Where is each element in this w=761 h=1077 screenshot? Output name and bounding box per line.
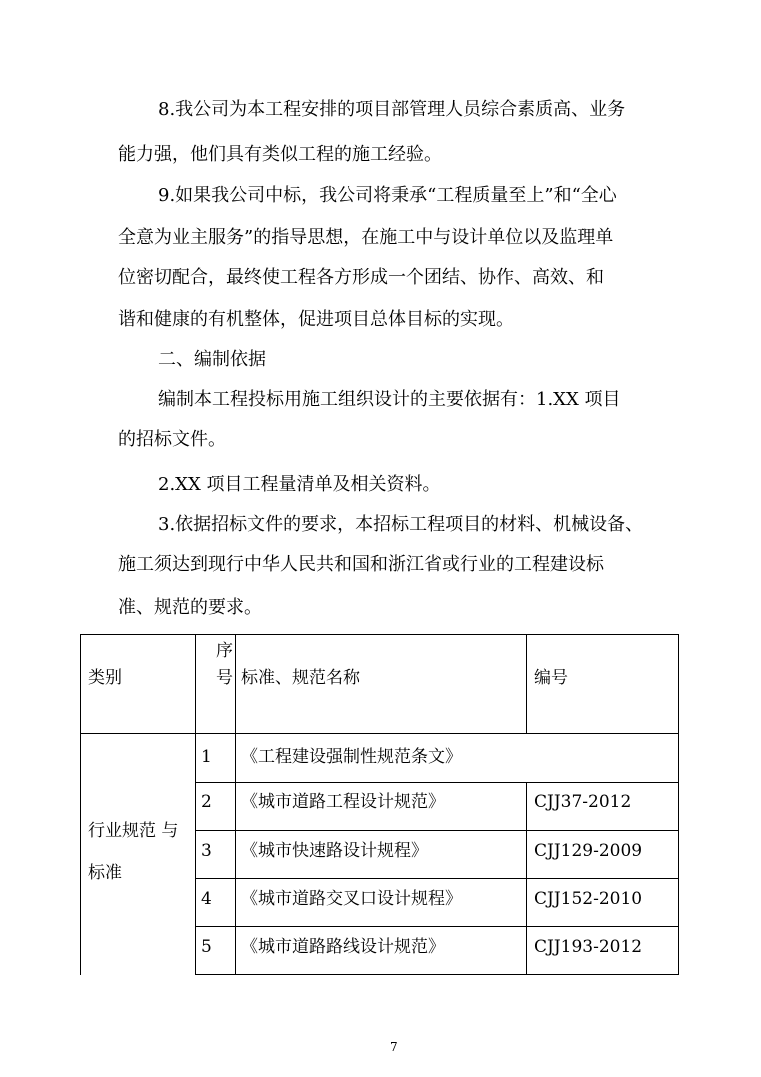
name-cell: 《工程建设强制性规范条文》 [241,747,462,767]
header-category: 类别 [88,668,122,688]
header-seq: 序 [216,641,233,661]
code-cell: CJJ37-2012 [534,792,632,812]
paragraph-line: 准、规范的要求。 [118,597,262,618]
table-border [235,634,236,975]
paragraph-line: 位密切配合，最终使工程各方形成一个团结、协作、高效、和 [118,267,604,288]
seq-cell: 3 [201,841,212,861]
table-border [526,634,527,734]
table-border [80,634,81,975]
category-cell: 行业规范 与 [88,821,179,841]
paragraph-line: 全意为业主服务”的指导思想，在施工中与设计单位以及监理单 [118,227,614,248]
paragraph-line: 施工须达到现行中华人民共和国和浙江省或行业的工程建设标 [118,554,604,575]
paragraph-line: 3.依据招标文件的要求，本招标工程项目的材料、机械设备、 [158,514,644,535]
table-border [195,830,678,831]
table-border [195,926,678,927]
paragraph-line: 8.我公司为本工程安排的项目部管理人员综合素质高、业务 [158,99,626,120]
paragraph-line: 9.如果我公司中标，我公司将秉承“工程质量至上”和“全心 [158,185,617,206]
table-border [80,733,678,734]
table-border [526,782,527,975]
header-seq: 号 [216,668,233,688]
seq-cell: 2 [201,792,212,812]
paragraph-line: 编制本工程投标用施工组织设计的主要依据有：1.XX 项目 [158,389,621,410]
name-cell: 《城市快速路设计规程》 [241,841,428,861]
paragraph-line: 能力强，他们具有类似工程的施工经验。 [118,144,442,165]
seq-cell: 5 [201,937,212,957]
table-border [678,634,679,975]
table-border [80,634,678,635]
code-cell: CJJ129-2009 [534,841,643,861]
paragraph-line: 谐和健康的有机整体，促进项目总体目标的实现。 [118,309,514,330]
name-cell: 《城市道路交叉口设计规程》 [241,889,462,909]
name-cell: 《城市道路路线设计规范》 [241,937,445,957]
table-border [195,878,678,879]
header-name: 标准、规范名称 [241,668,360,688]
header-code: 编号 [534,668,568,688]
paragraph-line: 的招标文件。 [118,429,226,450]
table-border [195,634,196,975]
name-cell: 《城市道路工程设计规范》 [241,792,445,812]
paragraph-line: 2.XX 项目工程量清单及相关资料。 [158,474,441,495]
page-number: 7 [390,1040,398,1054]
table-border [195,974,678,975]
code-cell: CJJ193-2012 [534,937,643,957]
section-heading: 二、编制依据 [158,349,266,370]
seq-cell: 4 [201,889,212,909]
seq-cell: 1 [201,747,212,767]
code-cell: CJJ152-2010 [534,889,643,909]
category-cell: 标准 [88,863,122,883]
table-border [195,782,678,783]
